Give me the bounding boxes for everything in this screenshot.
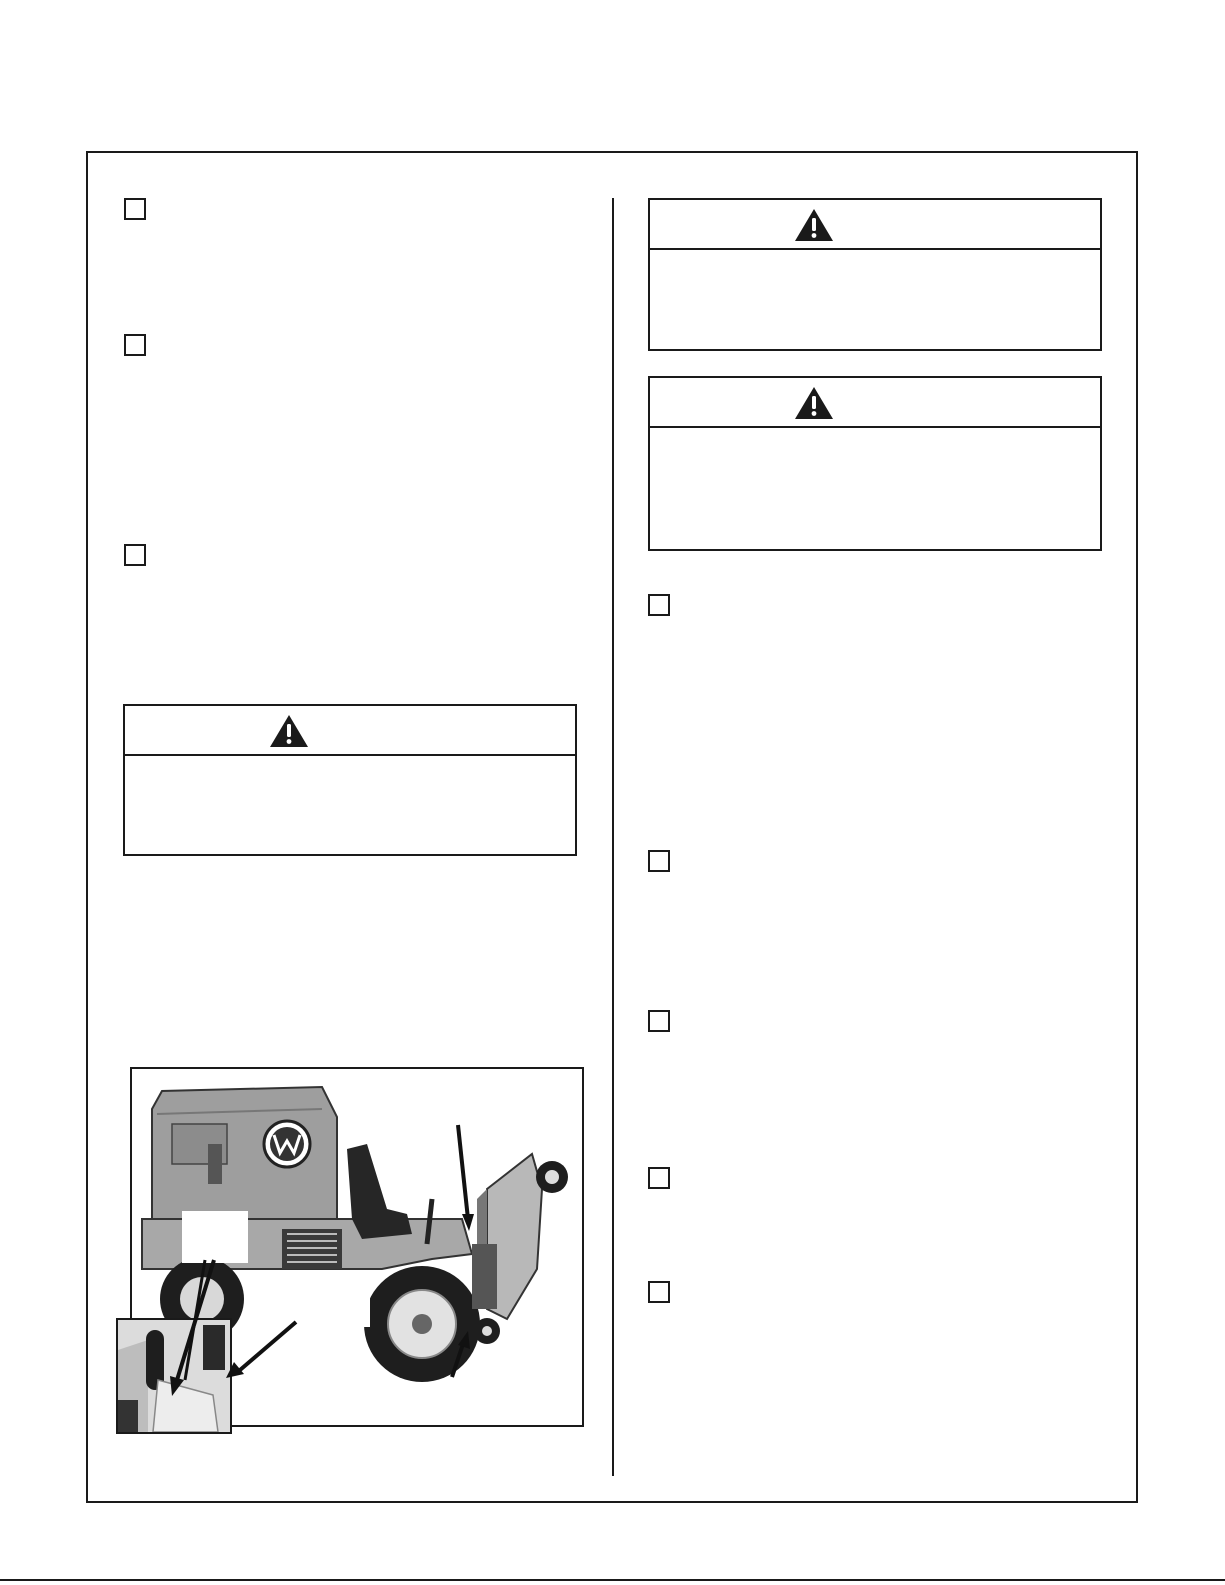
warning-triangle-icon [794,208,834,242]
step-checkbox-7[interactable] [648,1167,670,1189]
warning-triangle-icon [794,386,834,420]
step-checkbox-5[interactable] [648,850,670,872]
warning-box-right-2 [648,376,1102,551]
step-checkbox-4[interactable] [648,594,670,616]
step-checkbox-8[interactable] [648,1281,670,1303]
warning-box-header [650,378,1100,428]
warning-box-header [650,200,1100,250]
arrow-icon [170,1260,214,1396]
arrow-icon [185,1260,205,1380]
step-checkbox-6[interactable] [648,1010,670,1032]
warning-box-right-1 [648,198,1102,351]
arrow-icon [226,1322,296,1378]
